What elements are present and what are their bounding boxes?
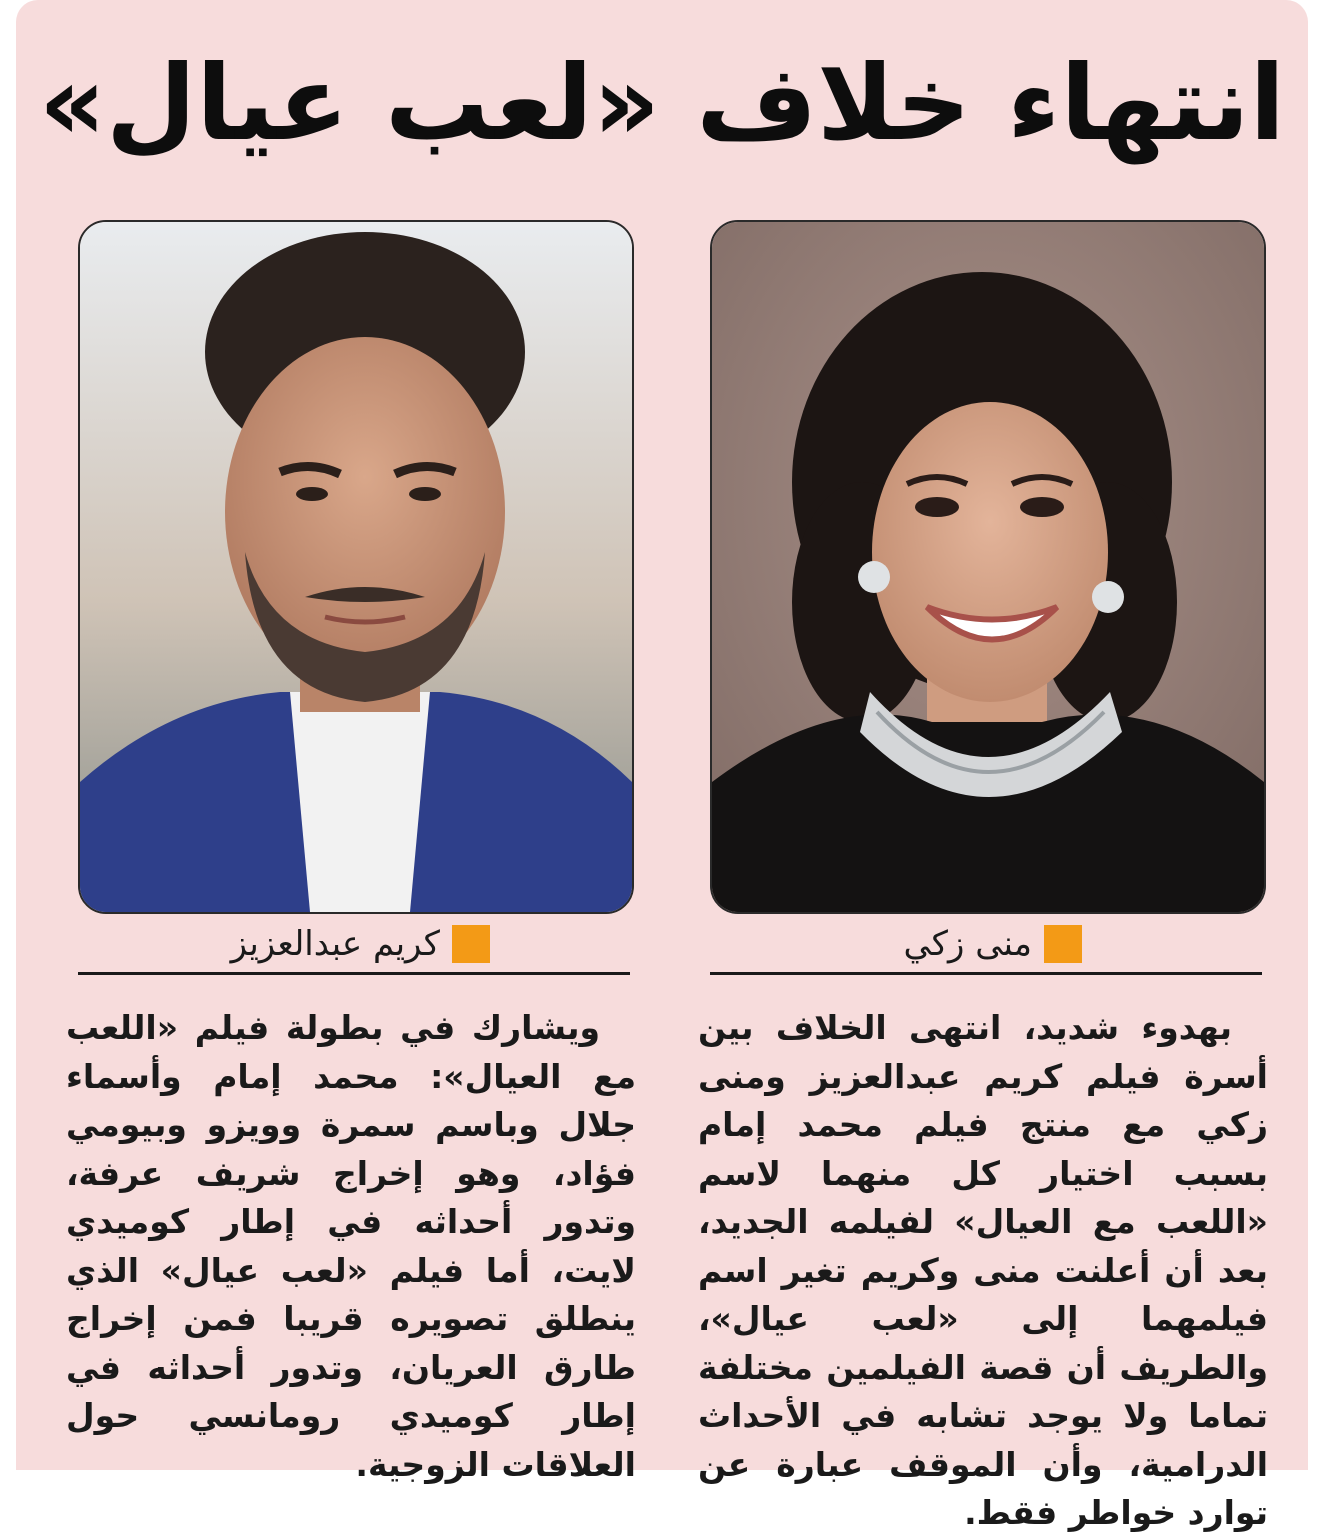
photo-mona-zaki <box>710 220 1266 914</box>
article-column-first: بهدوء شديد، انتهى الخلاف بين أسرة فيلم كريم عبدالعزيز ومنى زكي مع منتج فيلم محمد إمام بسبب اختيار كل منهما لاسم «اللعب مع العيال» لفيلمه الجديد، بعد أن أعلنت منى وكريم تغير اسم فيلمهما إلى «لعب عيال»، والطريف أن قصة الفيلمين مختلفة تماما ولا يوجد تشابه في الأحداث الدرامية، وأن الموقف عبارة عن توارد خواطر فقط. <box>698 1008 1268 1532</box>
portrait-woman-image <box>712 222 1264 912</box>
photo-caption-karim-abdelaziz <box>231 920 490 968</box>
article-column-second: ويشارك في بطولة فيلم «اللعب مع العيال»: محمد إمام وأسماء جلال وباسم سمرة وويزو وبيومي فؤاد، وهو إخراج شريف عرفة، وتدور أحداثه في إطار كوميدي لايت، أما فيلم «لعب عيال» الذي ينطلق تصويره قريبا فمن إخراج طارق العريان، وتدور أحداثه في إطار كوميدي رومانسي حول العلاقات الزوجية. <box>66 1008 636 1484</box>
photo-karim-abdelaziz <box>78 220 634 914</box>
newspaper-article <box>16 0 1308 1532</box>
portrait-man-image <box>80 222 632 912</box>
article-headline: انتهاء خلاف «لعب عيال» <box>38 42 1286 164</box>
caption-text: منى زكي <box>903 924 1032 964</box>
caption-divider <box>710 972 1262 975</box>
caption-marker-square <box>452 925 490 963</box>
caption-divider <box>78 972 630 975</box>
caption-text: كريم عبدالعزيز <box>230 924 440 964</box>
caption-marker-square <box>1044 925 1082 963</box>
photo-caption-mona-zaki <box>903 920 1082 968</box>
